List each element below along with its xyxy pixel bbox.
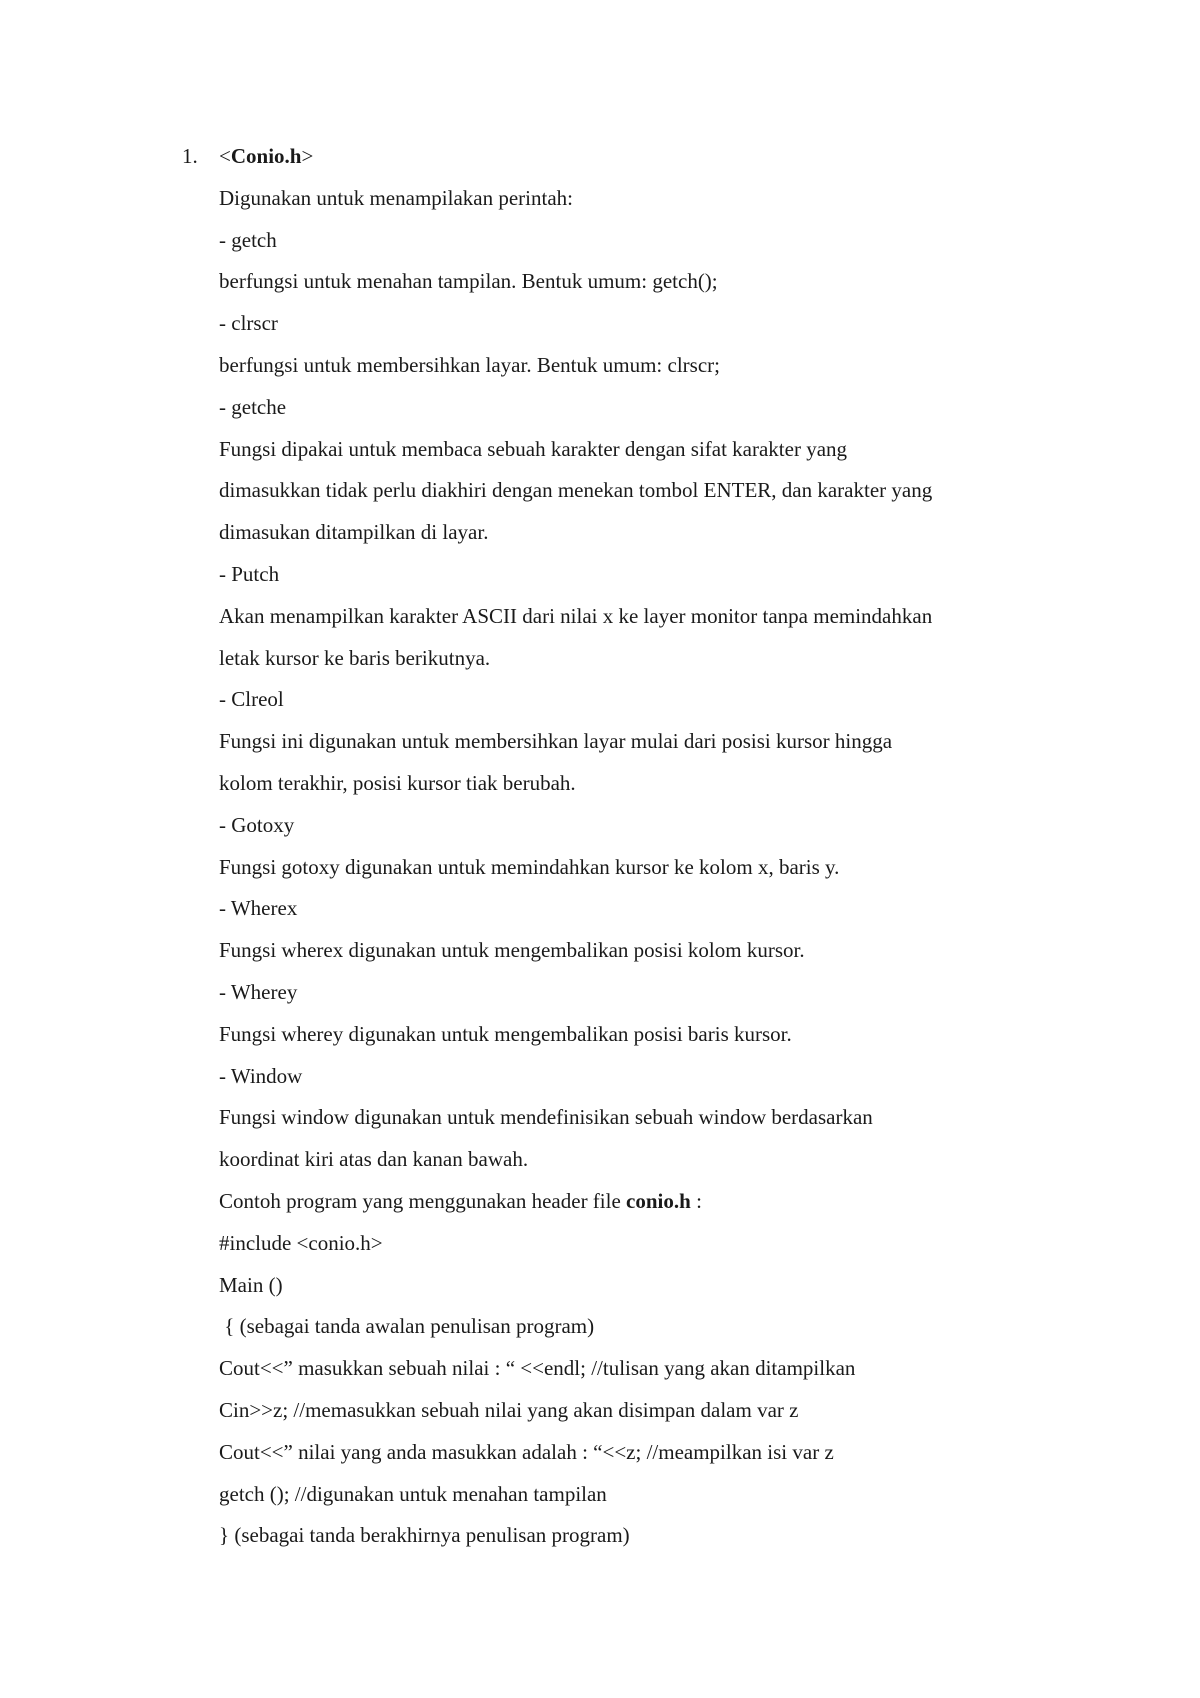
example-intro-end: : xyxy=(690,1188,702,1213)
text-line: Fungsi gotoxy digunakan untuk memindahkan kursor ke kolom x, baris y. xyxy=(219,854,840,879)
example-intro-text: Contoh program yang menggunakan header file xyxy=(219,1188,627,1213)
function-name: - Gotoxy xyxy=(219,812,295,837)
text-line: Fungsi window digunakan untuk mendefinisikan sebuah window berdasarkan xyxy=(219,1105,873,1130)
text-line: berfungsi untuk membersihkan layar. Bentuk umum: clrscr; xyxy=(219,352,720,377)
example-intro xyxy=(219,1188,1079,1214)
function-name: - Clreol xyxy=(219,687,284,712)
code-line: Cin>>z; //memasukkan sebuah nilai yang akan disimpan dalam var z xyxy=(219,1397,799,1422)
function-name: - clrscr xyxy=(219,311,278,336)
function-name: - getch xyxy=(219,227,277,252)
list-number: 1. xyxy=(182,144,198,168)
code-line: Cout<<” nilai yang anda masukkan adalah : “<<z; //meampilkan isi var z xyxy=(219,1439,834,1464)
text-line: Fungsi wherex digunakan untuk mengembalikan posisi kolom kursor. xyxy=(219,938,805,963)
document-body xyxy=(219,143,1079,1564)
function-name: - Putch xyxy=(219,561,280,586)
function-name: - Wherey xyxy=(219,979,298,1004)
code-line: #include <conio.h> xyxy=(219,1230,383,1255)
code-line: { (sebagai tanda awalan penulisan program) xyxy=(219,1314,595,1339)
text-line: koordinat kiri atas dan kanan bawah. xyxy=(219,1147,529,1172)
text-line: letak kursor ke baris berikutnya. xyxy=(219,645,491,670)
heading-close-bracket: > xyxy=(301,144,314,168)
text-line: Fungsi wherey digunakan untuk mengembalikan posisi baris kursor. xyxy=(219,1021,792,1046)
text-line: dimasukkan tidak perlu diakhiri dengan menekan tombol ENTER, dan karakter yang xyxy=(219,478,933,503)
text-line: Fungsi ini digunakan untuk membersihkan layar mulai dari posisi kursor hingga xyxy=(219,729,893,754)
text-line: Akan menampilkan karakter ASCII dari nilai x ke layer monitor tanpa memindahkan xyxy=(219,603,933,628)
heading-open-bracket: < xyxy=(219,144,231,168)
function-name: - Window xyxy=(219,1063,303,1088)
section-heading xyxy=(219,143,1079,169)
example-header-file: conio.h xyxy=(626,1188,691,1213)
text-line: dimasukan ditampilkan di layar. xyxy=(219,520,489,545)
function-name: - Wherex xyxy=(219,896,298,921)
function-name: - getche xyxy=(219,394,287,419)
code-line: Cout<<” masukkan sebuah nilai : “ <<endl; //tulisan yang akan ditampilkan xyxy=(219,1356,856,1381)
code-line: Main () xyxy=(219,1272,283,1297)
text-line: kolom terakhir, posisi kursor tiak berubah. xyxy=(219,770,576,795)
text-line: Digunakan untuk menampilakan perintah: xyxy=(219,185,573,210)
code-line: getch (); //digunakan untuk menahan tampilan xyxy=(219,1481,607,1506)
code-line: } (sebagai tanda berakhirnya penulisan program) xyxy=(219,1523,630,1548)
text-line: Fungsi dipakai untuk membaca sebuah karakter dengan sifat karakter yang xyxy=(219,436,848,461)
text-line: berfungsi untuk menahan tampilan. Bentuk umum: getch(); xyxy=(219,269,718,294)
heading-title: Conio.h xyxy=(230,144,302,168)
